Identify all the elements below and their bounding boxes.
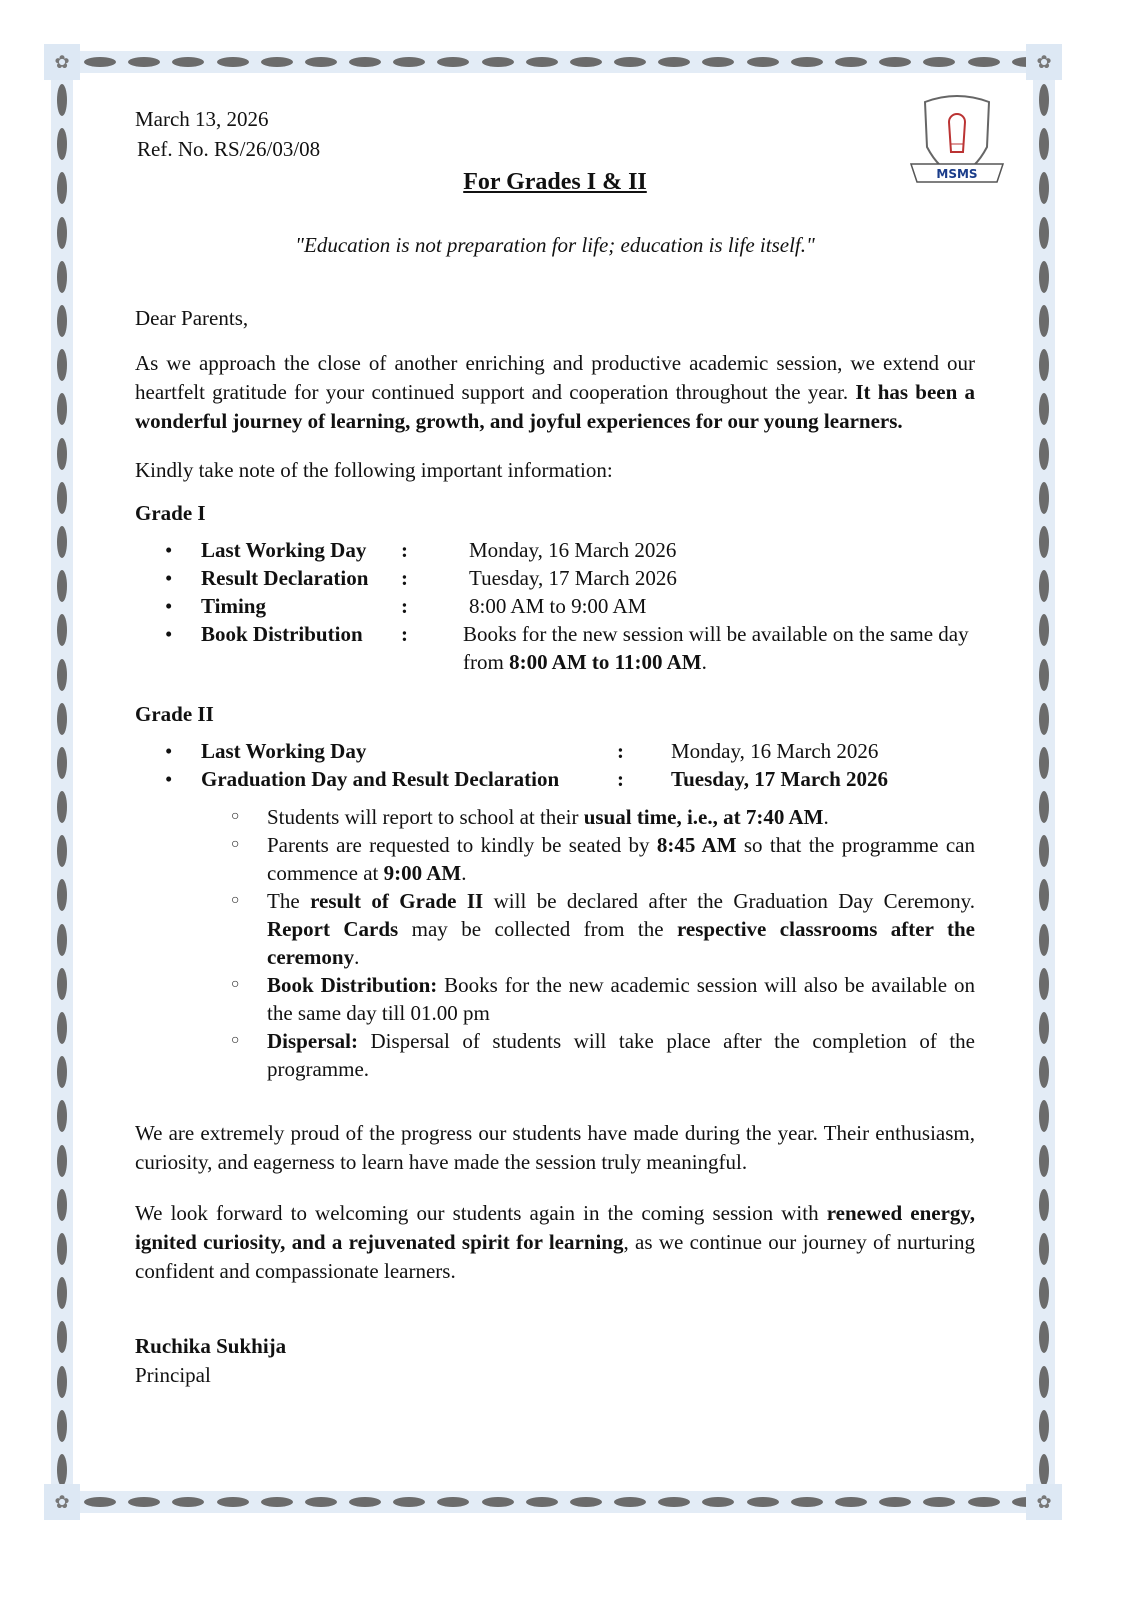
border-ornament bbox=[923, 1497, 955, 1507]
border-ornament bbox=[1039, 1454, 1049, 1486]
border-ornament bbox=[57, 791, 67, 823]
border-ornament bbox=[57, 482, 67, 514]
list-item: ○ Students will report to school at their usual time, i.e., at 7:40 AM. bbox=[231, 805, 829, 829]
border-ornament bbox=[658, 1497, 690, 1507]
border-ornament bbox=[1039, 438, 1049, 470]
border-ornament bbox=[1039, 924, 1049, 956]
border-ornament bbox=[57, 1233, 67, 1265]
border-ornament bbox=[57, 1056, 67, 1088]
lotus-icon: ✿ bbox=[44, 1484, 80, 1520]
border-ornament bbox=[57, 393, 67, 425]
border-ornament bbox=[57, 614, 67, 646]
border-ornament bbox=[1039, 879, 1049, 911]
border-ornament bbox=[1039, 217, 1049, 249]
border-ornament bbox=[57, 84, 67, 116]
border-ornament bbox=[305, 57, 337, 67]
signatory-name: Ruchika Sukhija bbox=[135, 1334, 287, 1358]
border-ornament bbox=[1039, 393, 1049, 425]
border-left bbox=[51, 78, 73, 1492]
border-ornament bbox=[835, 1497, 867, 1507]
border-ornament bbox=[217, 1497, 249, 1507]
closing-paragraph-1: We are extremely proud of the progress our students have made during the year. Their enthusiasm, curiosity, and eagerness to learn have made the session truly meaningful. bbox=[135, 1121, 975, 1174]
border-ornament bbox=[57, 1277, 67, 1309]
list-item: • Result Declaration : Tuesday, 17 March 2026 bbox=[165, 566, 677, 590]
border-ornament bbox=[57, 261, 67, 293]
border-ornament bbox=[57, 172, 67, 204]
border-ornament bbox=[57, 1012, 67, 1044]
border-ornament bbox=[1039, 1056, 1049, 1088]
border-ornament bbox=[1039, 659, 1049, 691]
border-ornament bbox=[1039, 747, 1049, 779]
reference-number: Ref. No. RS/26/03/08 bbox=[137, 137, 321, 161]
list-item: • Last Working Day : Monday, 16 March 2026 bbox=[165, 538, 677, 562]
border-ornament bbox=[57, 570, 67, 602]
letter-date: March 13, 2026 bbox=[135, 107, 269, 131]
grade2-details bbox=[231, 803, 975, 1083]
border-ornament bbox=[570, 1497, 602, 1507]
border-ornament bbox=[791, 57, 823, 67]
border-ornament bbox=[835, 57, 867, 67]
list-item: • Book Distribution : Books for the new session will be available on the same day from 8:00 AM to 11:00 AM. bbox=[165, 622, 969, 674]
border-ornament bbox=[1039, 172, 1049, 204]
border-ornament bbox=[57, 128, 67, 160]
border-ornament bbox=[1039, 349, 1049, 381]
border-ornament bbox=[1039, 1277, 1049, 1309]
border-ornament bbox=[702, 1497, 734, 1507]
list-item: • Last Working Day : Monday, 16 March 2026 bbox=[165, 739, 879, 763]
border-ornament bbox=[1039, 1321, 1049, 1353]
letter-body bbox=[135, 104, 978, 1390]
border-ornament bbox=[482, 57, 514, 67]
border-ornament bbox=[57, 924, 67, 956]
border-ornament bbox=[57, 305, 67, 337]
border-ornament bbox=[570, 57, 602, 67]
border-ornament bbox=[1039, 1410, 1049, 1442]
border-ornament bbox=[526, 1497, 558, 1507]
border-ornament bbox=[614, 1497, 646, 1507]
border-ornament bbox=[879, 1497, 911, 1507]
salutation: Dear Parents, bbox=[135, 306, 249, 330]
border-ornament bbox=[261, 57, 293, 67]
border-ornament bbox=[57, 1100, 67, 1132]
lotus-icon: ✿ bbox=[1026, 44, 1062, 80]
logo-text: MSMS bbox=[936, 167, 978, 181]
border-ornament bbox=[172, 1497, 204, 1507]
border-ornament bbox=[1039, 1233, 1049, 1265]
border-ornament bbox=[747, 57, 779, 67]
border-ornament bbox=[349, 1497, 381, 1507]
quote: "Education is not preparation for life; education is life itself." bbox=[295, 233, 815, 257]
border-ornament bbox=[968, 57, 1000, 67]
border-ornament bbox=[57, 217, 67, 249]
border-ornament bbox=[57, 835, 67, 867]
intro-paragraph: As we approach the close of another enriching and productive academic session, we extend our heartfelt gratitude for your continued support and cooperation throughout the year. It has been a wonderful journey of learning, growth, and joyful experiences for our young learners. bbox=[135, 351, 975, 433]
lotus-icon: ✿ bbox=[1026, 1484, 1062, 1520]
signatory-title: Principal bbox=[135, 1363, 211, 1387]
list-item: ○ Book Distribution: Books for the new academic session will also be available on the same day till 01.00 pm bbox=[231, 973, 975, 1025]
list-item: • Timing : 8:00 AM to 9:00 AM bbox=[165, 594, 647, 618]
closing-paragraph-2: We look forward to welcoming our students again in the coming session with renewed energy, ignited curiosity, and a rejuvenated spirit for learning, as we continue our journey of nurturing confident and compassionate learners. bbox=[135, 1201, 975, 1283]
border-ornament bbox=[57, 703, 67, 735]
grade1-list bbox=[165, 536, 975, 676]
letter-title: For Grades I & II bbox=[463, 169, 647, 195]
list-item: ○ The result of Grade II will be declared after the Graduation Day Ceremony. Report Cards may be collected from the respective classrooms after the ceremony. bbox=[231, 889, 975, 969]
border-ornament bbox=[1039, 570, 1049, 602]
border-ornament bbox=[57, 1410, 67, 1442]
list-item: • Graduation Day and Result Declaration : Tuesday, 17 March 2026 bbox=[165, 767, 889, 791]
border-ornament bbox=[747, 1497, 779, 1507]
border-ornament bbox=[1039, 482, 1049, 514]
border-ornament bbox=[1039, 835, 1049, 867]
border-ornament bbox=[437, 57, 469, 67]
border-ornament bbox=[57, 526, 67, 558]
border-ornament bbox=[57, 349, 67, 381]
border-ornament bbox=[1039, 305, 1049, 337]
border-top bbox=[78, 51, 1050, 73]
border-ornament bbox=[791, 1497, 823, 1507]
border-ornament bbox=[57, 1321, 67, 1353]
border-ornament bbox=[57, 659, 67, 691]
border-ornament bbox=[57, 1366, 67, 1398]
border-ornament bbox=[658, 57, 690, 67]
border-ornament bbox=[879, 57, 911, 67]
border-ornament bbox=[57, 879, 67, 911]
border-ornament bbox=[349, 57, 381, 67]
border-ornament bbox=[57, 1189, 67, 1221]
border-ornament bbox=[1039, 703, 1049, 735]
list-item: ○ Dispersal: Dispersal of students will take place after the completion of the programme. bbox=[231, 1029, 975, 1081]
border-ornament bbox=[57, 438, 67, 470]
border-ornament bbox=[1039, 1145, 1049, 1177]
border-ornament bbox=[1039, 1366, 1049, 1398]
border-ornament bbox=[172, 57, 204, 67]
border-ornament bbox=[1039, 614, 1049, 646]
border-ornament bbox=[57, 968, 67, 1000]
border-ornament bbox=[702, 57, 734, 67]
border-ornament bbox=[57, 1454, 67, 1486]
border-ornament bbox=[1039, 526, 1049, 558]
border-ornament bbox=[393, 57, 425, 67]
border-ornament bbox=[57, 1145, 67, 1177]
border-ornament bbox=[305, 1497, 337, 1507]
border-ornament bbox=[1039, 128, 1049, 160]
list-item: ○ Parents are requested to kindly be seated by 8:45 AM so that the programme can commence at 9:00 AM. bbox=[231, 833, 975, 885]
border-ornament bbox=[1039, 1012, 1049, 1044]
border-ornament bbox=[84, 1497, 116, 1507]
grade2-heading: Grade II bbox=[135, 702, 214, 726]
border-bottom bbox=[78, 1491, 1050, 1513]
border-ornament bbox=[968, 1497, 1000, 1507]
border-ornament bbox=[57, 747, 67, 779]
lotus-icon: ✿ bbox=[44, 44, 80, 80]
border-ornament bbox=[261, 1497, 293, 1507]
border-ornament bbox=[393, 1497, 425, 1507]
border-right bbox=[1033, 78, 1055, 1492]
border-ornament bbox=[1039, 1189, 1049, 1221]
border-ornament bbox=[1039, 84, 1049, 116]
border-ornament bbox=[217, 57, 249, 67]
border-ornament bbox=[128, 1497, 160, 1507]
grade1-heading: Grade I bbox=[135, 501, 206, 525]
border-ornament bbox=[128, 57, 160, 67]
border-ornament bbox=[84, 57, 116, 67]
note-line: Kindly take note of the following important information: bbox=[135, 458, 613, 482]
border-ornament bbox=[923, 57, 955, 67]
border-ornament bbox=[1039, 1100, 1049, 1132]
border-ornament bbox=[1039, 968, 1049, 1000]
border-ornament bbox=[1039, 791, 1049, 823]
border-ornament bbox=[614, 57, 646, 67]
border-ornament bbox=[1039, 261, 1049, 293]
border-ornament bbox=[526, 57, 558, 67]
border-ornament bbox=[482, 1497, 514, 1507]
border-ornament bbox=[437, 1497, 469, 1507]
grade2-list bbox=[165, 737, 975, 793]
